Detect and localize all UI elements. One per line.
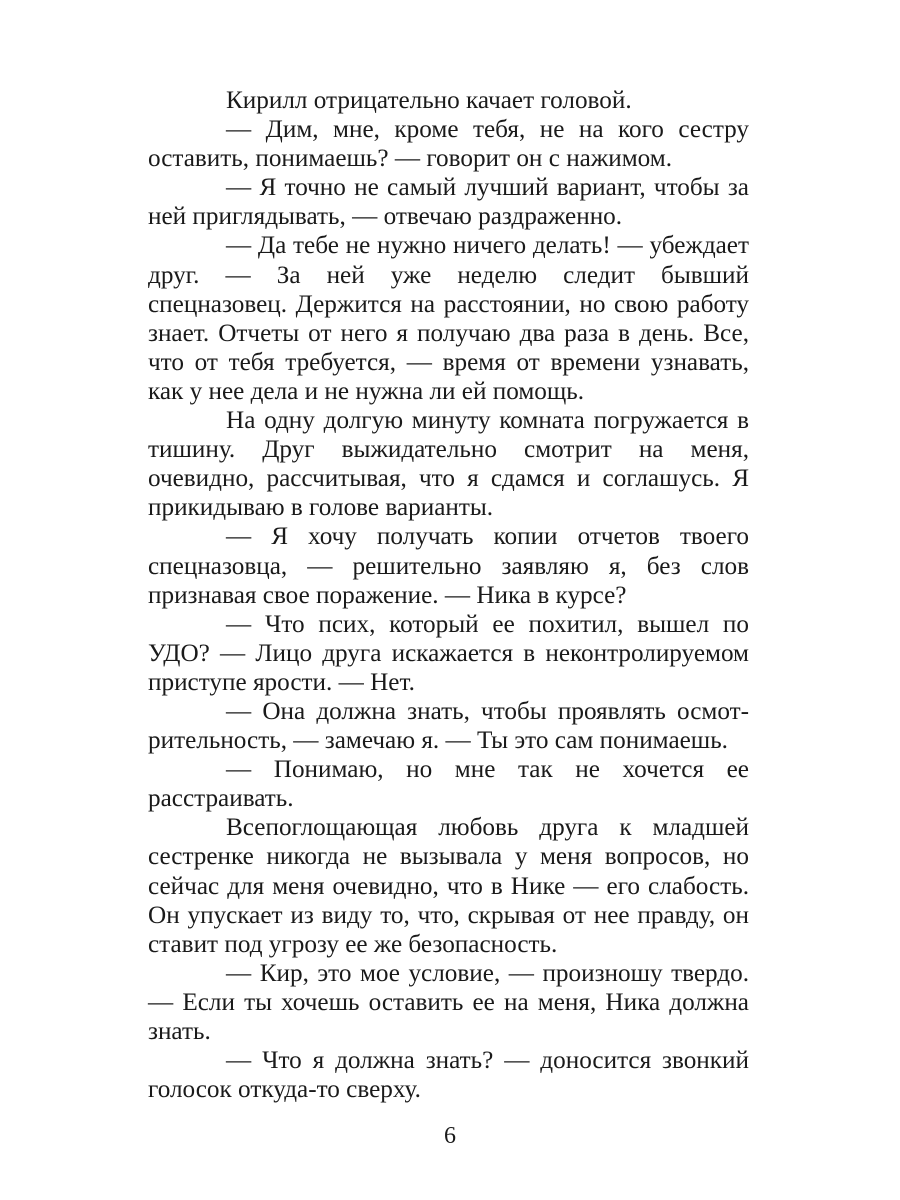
paragraph: — Да тебе не нужно ничего делать! — убеждает друг. — За ней уже неделю следит бывший спецназовец. Держится на расстоянии, но свою работу знает. Отчеты от него я получаю два раза в день. Все, что от тебя требуется, — время от времени узнавать, как у нее дела и не нужна ли ей помощь. (148, 232, 749, 405)
paragraph: Всепоглощающая любовь друга к младшей сестренке никогда не вызывала у меня вопросов, но сейчас для меня очевидно, что в Нике — его слабость. Он упускает из виду то, что, скрывая от нее правду, он ставит под угрозу ее же безопасность. (148, 814, 749, 958)
paragraph: — Что я должна знать? — доносится звонкий голосок откуда-то сверху. (148, 1047, 749, 1104)
paragraph: — Кир, это мое условие, — произношу твердо. — Если ты хочешь оставить ее на меня, Ника должна знать. (148, 959, 749, 1045)
paragraph: — Дим, мне, кроме тебя, не на кого сестру оставить, понимаешь? — говорит он с нажимом. (148, 116, 749, 173)
page-number: 6 (444, 1123, 456, 1149)
body-text (148, 86, 749, 1104)
paragraph: — Что псих, который ее похитил, вышел по УДО? — Лицо друга искажается в неконтролируемом приступе ярости. — Нет. (148, 610, 749, 696)
paragraph: — Понимаю, но мне так не хочется ее расстраивать. (148, 756, 749, 813)
paragraph: На одну долгую минуту комната погружается в тишину. Друг выжидательно смотрит на меня, очевидно, рассчитывая, что я сдамся и соглашусь. Я прикидываю в голове варианты. (148, 407, 749, 522)
paragraph: — Я хочу получать копии отчетов твоего спецназовца, — решительно заявляю я, без слов признавая свое поражение. — Ника в курсе? (148, 523, 749, 609)
paragraph: Кирилл отрицательно качает головой. (226, 87, 632, 114)
paragraph: — Она должна знать, чтобы проявлять осмотрительность, — замечаю я. — Ты это сам понимаешь. (148, 697, 749, 755)
paragraph: — Я точно не самый лучший вариант, чтобы за ней приглядывать, — отвечаю раздраженно. (148, 174, 749, 231)
